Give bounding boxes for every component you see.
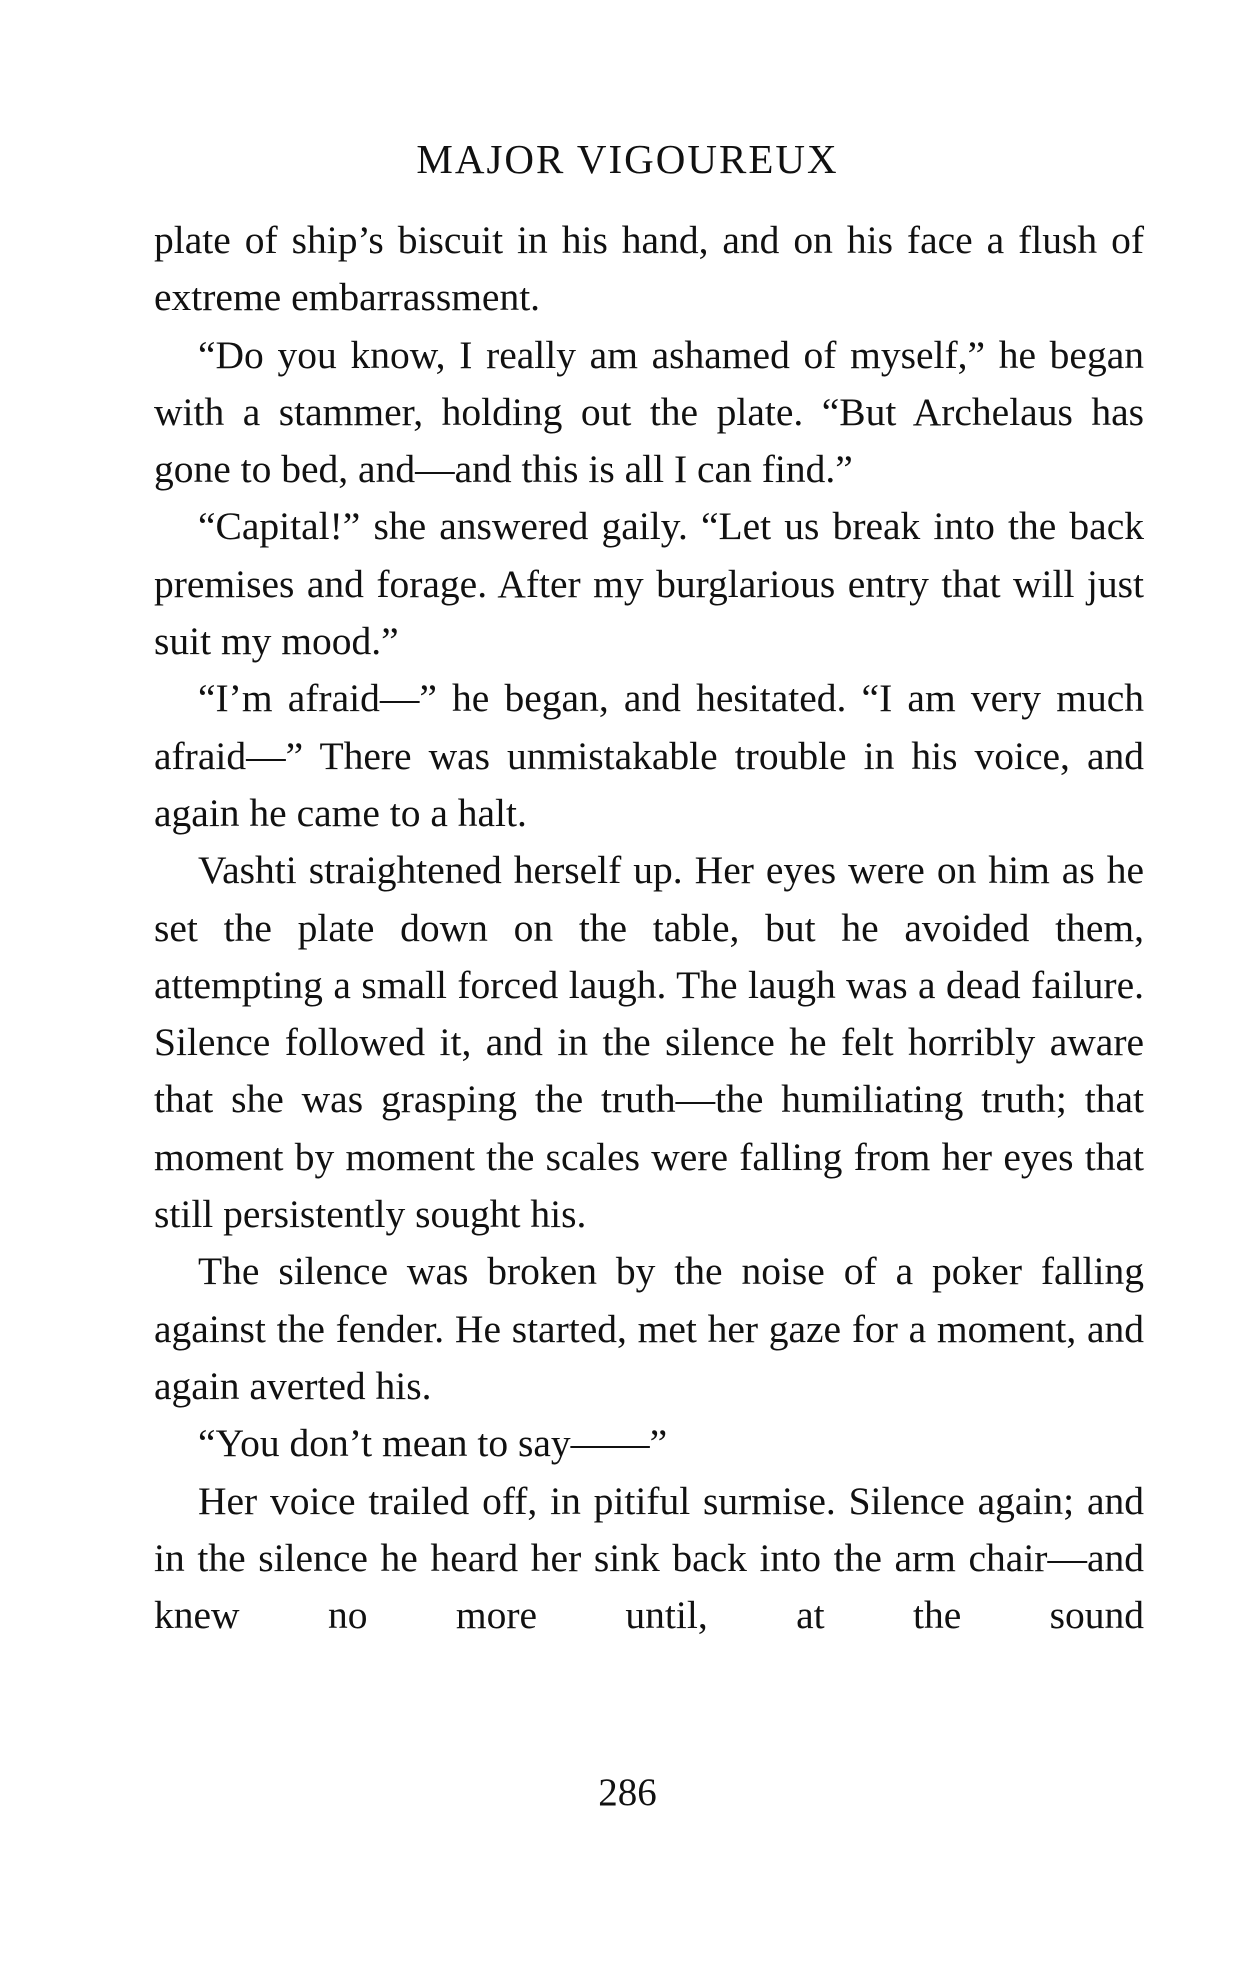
page-number: 286 [598, 1771, 657, 1814]
paragraph: Vashti straightened herself up. Her eyes were on him as he set the plate down on the table, but he avoided them, attempting a small forced laugh. The laugh was a dead failure. Silence followed it, and in the silence he felt horribly aware that she was grasping the truth—the humiliating truth; that moment by moment the scales were falling from her eyes that still persistently sought his. [154, 848, 1144, 1237]
paragraph: Her voice trailed off, in pitiful surmise. Silence again; and in the silence he heard her sink back into the arm chair—and knew no more until, at the sound [154, 1478, 1144, 1638]
paragraph: “Capital!” she answered gaily. “Let us break into the back premises and forage. After my burglarious entry that will just suit my mood.” [154, 504, 1144, 664]
paragraph: “I’m afraid—” he began, and hesitated. “I am very much afraid—” There was unmistakable trouble in his voice, and again he came to a halt. [154, 676, 1144, 835]
body-text [154, 212, 1144, 1644]
running-head: MAJOR VIGOUREUX [416, 136, 839, 182]
paragraph: plate of ship’s biscuit in his hand, and on his face a flush of extreme embarrassment. [154, 218, 1144, 320]
paragraph: “You don’t mean to say——” [198, 1421, 668, 1466]
paragraph: The silence was broken by the noise of a poker falling against the fender. He started, met her gaze for a moment, and again averted his. [154, 1249, 1144, 1408]
paragraph: “Do you know, I really am ashamed of myself,” he began with a stammer, holding out the plate. “But Archelaus has gone to bed, and—and this is all I can find.” [154, 332, 1144, 492]
